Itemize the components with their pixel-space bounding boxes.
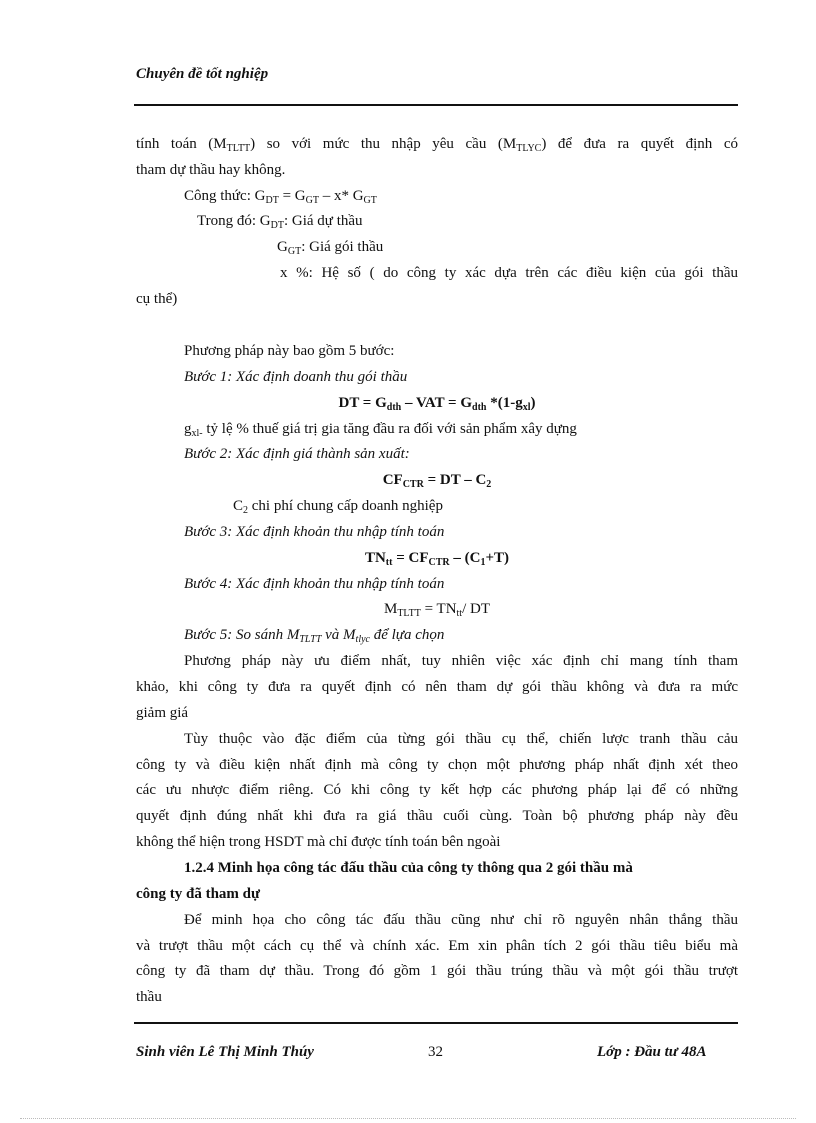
- section-heading: 1.2.4 Minh họa công tác đấu thầu của công ty thông qua 2 gói thầu mà: [184, 860, 633, 876]
- footer-student-name: Sinh viên Lê Thị Minh Thúy: [136, 1044, 314, 1060]
- paragraph-line: tính toán $(M_{TLTT})$ so với mức thu nhập yêu cầu $(M_{TLYC})$ để đưa ra quyết định có: [136, 136, 738, 154]
- formula-definition: $G_{GT}$: Giá gói thầu: [277, 239, 384, 257]
- step-heading: Bước 4: Xác định khoản thu nhập tính toán: [184, 576, 445, 592]
- footer-class: Lớp : Đầu tư 48A: [597, 1044, 707, 1060]
- paragraph-line: $g_{xl-}$ tỷ lệ % thuế giá trị gia tăng đầu ra đối với sản phẩm xây dựng: [184, 421, 577, 439]
- paragraph-line: các ưu nhược điểm riêng. Có khi công ty kết hợp các phương pháp lại để có những: [136, 782, 738, 798]
- paragraph-line: cụ thể): [136, 291, 178, 307]
- section-heading: công ty đã tham dự: [136, 886, 261, 902]
- paragraph-line: quyết định đúng nhất khi đưa ra giá thầu cuối cùng. Toàn bộ phương pháp này đều: [136, 808, 738, 824]
- page-number: 32: [428, 1044, 443, 1060]
- page-header-title: Chuyên đề tốt nghiệp: [136, 66, 269, 82]
- equation: $CF_{CTR}$ = DT – $C_2$: [382, 472, 492, 490]
- paragraph-line: Để minh họa cho công tác đấu thầu cũng như chỉ rõ nguyên nhân thắng thầu: [184, 912, 738, 928]
- paragraph-line: và trượt thầu một cách cụ thể và chính xác. Em xin phân tích 2 gói thầu tiêu biểu mà: [136, 938, 738, 954]
- paragraph-line: Phương pháp này bao gồm 5 bước:: [184, 343, 395, 359]
- paragraph-line: Phương pháp này ưu điểm nhất, tuy nhiên việc xác định chỉ mang tính tham: [184, 653, 738, 669]
- equation: DT = $G_{dth}$ – VAT = $G_{dth}$ $*(1-g_{xl})$: [338, 395, 536, 413]
- equation: $TN_{tt} = CF_{CTR} - (C_1+T)$: [364, 550, 510, 568]
- paragraph-line: $C_2$ chi phí chung cấp doanh nghiệp: [233, 498, 443, 516]
- step-heading: Bước 3: Xác định khoản thu nhập tính toán: [184, 524, 445, 540]
- header-rule: [134, 104, 738, 106]
- paragraph-line: thầu: [136, 989, 162, 1005]
- paragraph-line: công ty và điều kiện nhất định mà công ty chọn một phương pháp nhất định xét theo: [136, 757, 738, 773]
- step-heading: Bước 5: So sánh $M_{TLTT}$ và $M_{tlyc}$ để lựa chọn: [184, 627, 445, 645]
- paragraph-line: giảm giá: [136, 705, 189, 721]
- paragraph-line: khảo, khi công ty đưa ra quyết định có nên tham dự gói thầu không và đưa ra mức: [136, 679, 738, 695]
- paragraph-line: Tùy thuộc vào đặc điểm của từng gói thầu cụ thể, chiến lược tranh thầu cảu: [184, 731, 738, 747]
- paragraph-line: không thể hiện trong HSDT mà chỉ được tính toán bên ngoài: [136, 834, 501, 850]
- formula-definition: Trong đó: $G_{DT}$: Giá dự thầu: [197, 213, 363, 231]
- formula-definition: x %: Hệ số ( do công ty xác dựa trên các điều kiện của gói thầu: [280, 265, 738, 281]
- footer-rule: [134, 1022, 738, 1024]
- paragraph-line: tham dự thầu hay không.: [136, 162, 286, 178]
- step-heading: Bước 1: Xác định doanh thu gói thầu: [184, 369, 408, 385]
- paragraph-line: công ty đã tham dự thầu. Trong đó gồm 1 gói thầu trúng thầu và một gói thầu trượt: [136, 963, 738, 979]
- formula-line: Công thức: $G_{DT} = G_{GT} - x*$ $G_{GT}$: [184, 188, 377, 206]
- step-heading: Bước 2: Xác định giá thành sản xuất:: [184, 446, 410, 462]
- equation: $M_{TLTT} = TN_{tt}/$ DT: [383, 601, 491, 619]
- page-bottom-border: [20, 1118, 796, 1119]
